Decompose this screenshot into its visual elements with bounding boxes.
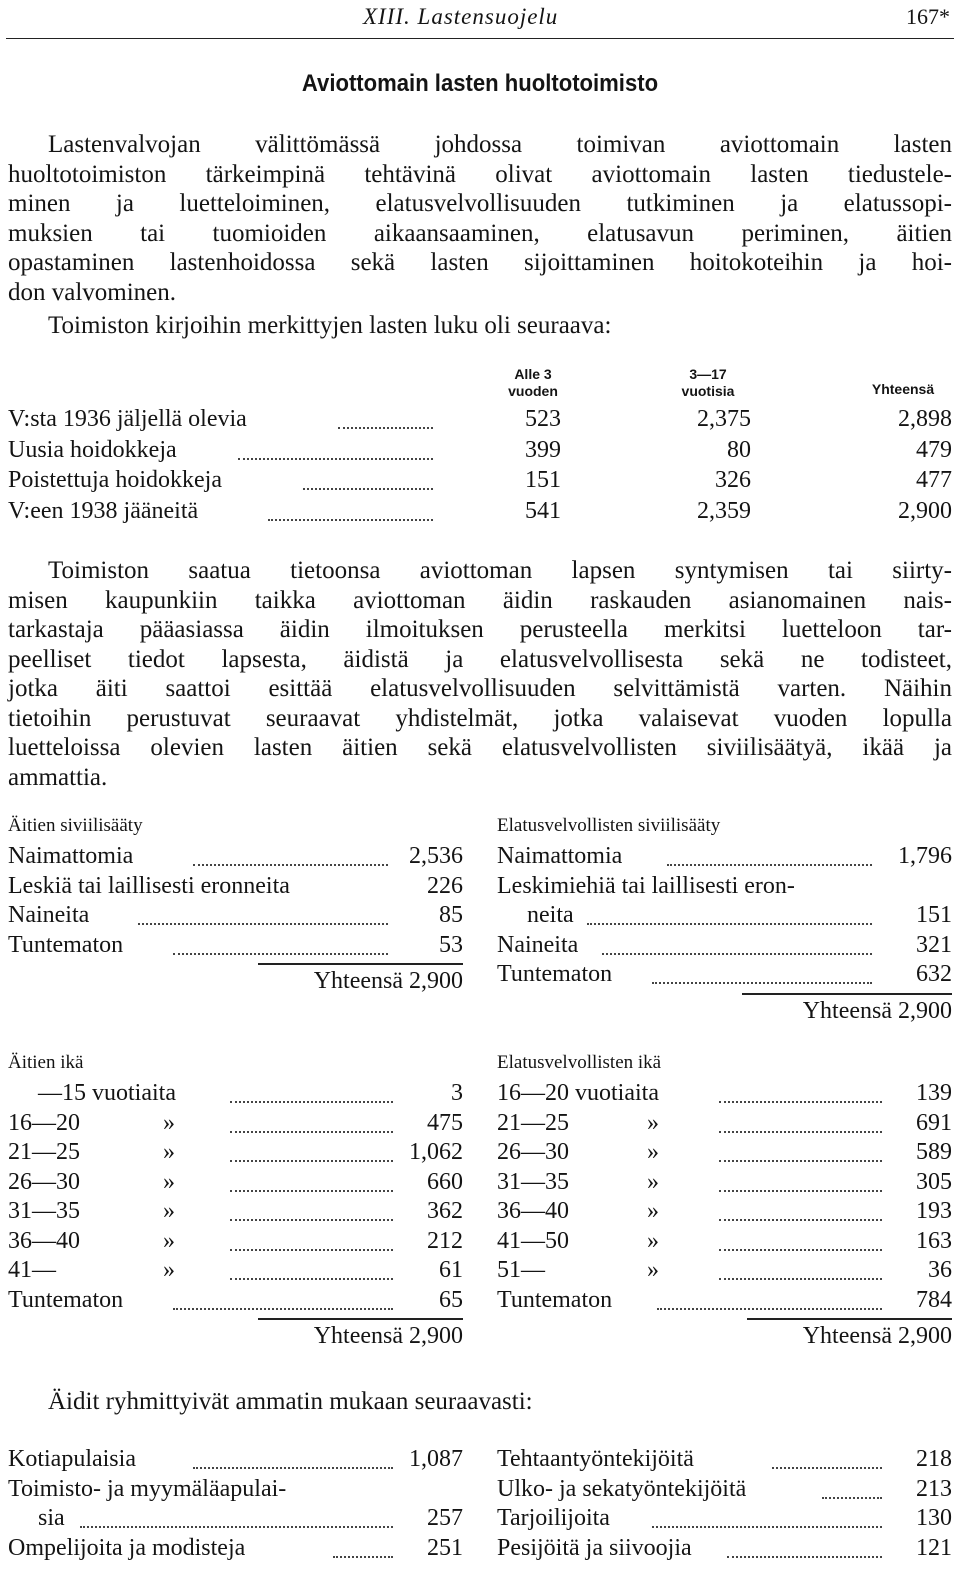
list-row	[497, 873, 952, 903]
cell-under-3: 151	[525, 467, 561, 493]
leader-dots	[303, 488, 433, 490]
row-value: 305	[916, 1168, 952, 1195]
cell-under-3: 523	[525, 406, 561, 432]
column-header-total	[848, 381, 958, 398]
text-line: minen ja luetteloiminen, elatusvelvollisuuden tutkiminen ja elatussopi-	[8, 190, 952, 217]
row-value: 65	[439, 1286, 463, 1313]
row-value: 660	[427, 1168, 463, 1195]
text-line: tarkastaja pääasiassa äidin ilmoituksen perusteella merkitsi luetteloon tar-	[8, 616, 952, 643]
leader-dots	[652, 982, 872, 984]
ditto-mark: »	[647, 1168, 659, 1195]
list-row	[497, 843, 952, 873]
table-row	[8, 498, 952, 528]
row-label: 51—	[497, 1257, 545, 1283]
table-row	[8, 406, 952, 436]
cell-total: 2,898	[898, 406, 952, 432]
list-row	[497, 1169, 952, 1199]
text-line: jotka äiti saattoi esittää elatusvelvollisuuden selvittämistä varten. Näihin	[8, 675, 952, 702]
ditto-mark: »	[163, 1227, 175, 1254]
cell-total: 477	[916, 467, 952, 493]
row-label: 21—25	[497, 1109, 569, 1136]
mothers-age	[8, 1052, 463, 1362]
row-label: 26—30	[8, 1168, 80, 1195]
sum-rule	[742, 993, 952, 995]
row-label: 31—35	[497, 1168, 569, 1195]
sum-rule	[747, 1318, 952, 1320]
list-row	[497, 1139, 952, 1169]
row-label: 21—25	[8, 1139, 80, 1165]
cell-3-17: 2,375	[697, 406, 751, 432]
list-row	[8, 843, 463, 873]
block-total: Yhteensä 2,900	[313, 968, 463, 994]
paragraph-main	[8, 556, 952, 792]
row-label: Tarjoilijoita	[497, 1505, 610, 1531]
ditto-mark: »	[163, 1257, 175, 1283]
list-row	[8, 1257, 463, 1287]
row-label: Naineita	[8, 902, 90, 928]
row-value: 251	[427, 1534, 463, 1561]
paragraph-intro	[8, 130, 952, 307]
cell-3-17: 326	[715, 467, 751, 493]
row-label: Naineita	[497, 931, 579, 958]
row-value: 362	[427, 1198, 463, 1224]
block-heading: Elatusvelvollisten ikä	[497, 1052, 662, 1073]
row-label: 36—40	[8, 1227, 80, 1254]
list-row	[8, 1228, 463, 1258]
cell-total: 2,900	[898, 497, 952, 524]
leader-dots	[338, 427, 433, 429]
row-value: 139	[916, 1080, 952, 1106]
row-value: 691	[916, 1109, 952, 1136]
column-header-text: Alle 3 vuoden	[508, 366, 558, 399]
block-heading: Äitien ikä	[8, 1052, 84, 1073]
list-row	[8, 1169, 463, 1199]
row-value: 151	[916, 902, 952, 928]
list-row	[497, 1228, 952, 1258]
row-value: 36	[928, 1257, 952, 1283]
text-line: peelliset tiedot lapsesta, äidistä ja elatusvelvollisesta sekä ne todisteet,	[8, 645, 952, 673]
row-label: Kotiapulaisia	[8, 1446, 136, 1472]
ditto-mark: »	[647, 1257, 659, 1283]
cell-under-3: 541	[525, 497, 561, 524]
table-intro-line: Toimiston kirjoihin merkittyjen lasten luku oli seuraava:	[48, 312, 612, 339]
row-label: 41—	[8, 1257, 56, 1283]
row-label: V:sta 1936 jäljellä olevia	[8, 406, 247, 432]
row-value: 218	[916, 1446, 952, 1472]
row-label: Tuntematon	[497, 961, 613, 987]
mothers-occupations-left	[8, 1446, 463, 1576]
row-label: Pesijöitä ja siivoojia	[497, 1534, 692, 1561]
row-value: 589	[916, 1139, 952, 1165]
text-line: opastaminen lastenhoidossa sekä lasten sijoittaminen hoitokoteihin ja hoi-	[8, 249, 952, 276]
text-line: Toimiston saatua tietoonsa aviottoman lapsen syntymisen tai siirty-	[48, 557, 952, 584]
list-row	[8, 932, 463, 962]
list-row	[497, 1110, 952, 1140]
leader-dots	[268, 519, 433, 521]
row-value: 784	[916, 1286, 952, 1313]
leader-dots	[238, 458, 433, 460]
cell-total: 479	[916, 436, 952, 463]
ditto-mark: »	[163, 1168, 175, 1195]
text-line: Lastenvalvojan välittömässä johdossa toimivan aviottomain lasten	[48, 131, 952, 158]
row-label: 41—50	[497, 1227, 569, 1254]
leader-dots	[602, 953, 872, 955]
row-value: 257	[427, 1505, 463, 1531]
ditto-mark: »	[647, 1109, 659, 1136]
block-heading: Äitien siviilisääty	[8, 815, 143, 836]
leader-dots	[80, 1526, 393, 1528]
fathers-marital-status	[497, 815, 952, 1035]
row-value: 632	[916, 961, 952, 987]
ditto-mark: »	[163, 1139, 175, 1165]
list-row	[497, 961, 952, 991]
row-value: 53	[439, 931, 463, 958]
row-label: neita	[527, 902, 574, 928]
list-row	[497, 1535, 952, 1565]
list-row	[8, 1287, 463, 1317]
column-header-under-3	[478, 366, 588, 400]
list-row	[497, 1257, 952, 1287]
cell-3-17: 80	[727, 436, 751, 463]
row-label: Uusia hoidokkeja	[8, 436, 177, 463]
text-line: huoltotoimiston tärkeimpinä tehtävinä olivat aviottomain lasten tiedustele-	[8, 160, 952, 188]
ditto-mark: »	[647, 1139, 659, 1165]
row-label: Poistettuja hoidokkeja	[8, 467, 222, 493]
row-value: 321	[916, 931, 952, 958]
row-label: Ulko- ja sekatyöntekijöitä	[497, 1475, 747, 1502]
list-row	[497, 1287, 952, 1317]
row-label: Naimattomia	[8, 843, 134, 869]
row-value: 130	[916, 1505, 952, 1531]
header-rule	[6, 38, 954, 39]
list-row	[497, 1080, 952, 1110]
list-row	[8, 1139, 463, 1169]
row-value: 226	[427, 872, 463, 899]
row-label: 16—20 vuotiaita	[497, 1080, 659, 1106]
row-value: 193	[916, 1198, 952, 1224]
list-row	[497, 1505, 952, 1535]
row-label: Tehtaantyöntekijöitä	[497, 1446, 694, 1472]
block-total: Yhteensä 2,900	[802, 997, 952, 1024]
block-total: Yhteensä 2,900	[313, 1323, 463, 1349]
cell-3-17: 2,359	[697, 497, 751, 524]
list-row	[497, 1446, 952, 1476]
table-row	[8, 467, 952, 497]
row-value: 212	[427, 1227, 463, 1254]
text-line: luetteloissa olevien lasten äitien sekä elatusvelvollisten siviilisäätyä, ikää ja	[8, 734, 952, 761]
row-value: 2,536	[409, 843, 463, 869]
block-heading: Elatusvelvollisten siviilisääty	[497, 815, 721, 836]
column-header-3-17	[648, 366, 768, 400]
row-label: —15 vuotiaita	[38, 1080, 176, 1106]
ditto-mark: »	[647, 1227, 659, 1254]
row-label: 31—35	[8, 1198, 80, 1224]
row-value: 85	[439, 902, 463, 928]
row-value: 1,796	[898, 843, 952, 869]
table-row	[8, 437, 952, 467]
row-label: 16—20	[8, 1109, 80, 1136]
list-row	[8, 1535, 463, 1565]
list-row	[8, 873, 463, 903]
text-line: ammattia.	[8, 763, 108, 791]
text-line: misen kaupunkiin taikka aviottoman äidin raskauden asianomainen nais-	[8, 586, 952, 614]
sum-rule	[258, 1318, 463, 1320]
list-row	[8, 1446, 463, 1476]
row-label: V:een 1938 jääneitä	[8, 497, 199, 524]
text-line: muksien tai tuomioiden aikaansaaminen, elatusavun periminen, äitien	[8, 219, 952, 247]
list-row	[8, 1198, 463, 1228]
ditto-mark: »	[647, 1198, 659, 1224]
ditto-mark: »	[163, 1109, 175, 1136]
row-value: 163	[916, 1227, 952, 1254]
list-row	[497, 932, 952, 962]
row-value: 1,087	[409, 1446, 463, 1472]
row-label: Tuntematon	[8, 931, 124, 958]
text-line: tietoihin perustuvat seuraavat yhdistelmät, jotka valaisevat vuoden lopulla	[8, 704, 952, 732]
chapter-title: XIII. Lastensuojelu	[363, 4, 559, 29]
cell-under-3: 399	[525, 436, 561, 463]
column-header-text: 3—17 vuotisia	[681, 366, 735, 399]
row-label: Leskimiehiä tai laillisesti eron-	[497, 872, 795, 899]
row-label: sia	[38, 1505, 65, 1531]
list-row	[497, 1198, 952, 1228]
row-value: 475	[427, 1109, 463, 1136]
sum-rule	[258, 963, 463, 965]
row-label: 36—40	[497, 1198, 569, 1224]
list-row	[8, 1080, 463, 1110]
mothers-marital-status	[8, 815, 463, 1005]
section-title: Aviottomain lasten huoltotoimisto	[301, 70, 659, 97]
list-row	[8, 1476, 463, 1506]
row-label: Naimattomia	[497, 843, 623, 869]
mothers-occupations-right	[497, 1446, 952, 1576]
list-row	[8, 1110, 463, 1140]
row-value: 213	[916, 1475, 952, 1502]
row-value: 3	[451, 1080, 463, 1106]
row-label: Tuntematon	[8, 1286, 124, 1313]
fathers-age	[497, 1052, 952, 1362]
block-total: Yhteensä 2,900	[802, 1323, 952, 1349]
row-value: 61	[439, 1257, 463, 1283]
leader-dots	[138, 923, 388, 925]
running-header	[0, 2, 960, 32]
list-row	[8, 902, 463, 932]
list-row	[8, 1505, 463, 1535]
page-number: 167*	[906, 4, 950, 29]
ditto-mark: »	[163, 1198, 175, 1224]
row-label: 26—30	[497, 1139, 569, 1165]
row-label: Ompelijoita ja modisteja	[8, 1534, 246, 1561]
row-label: Toimisto- ja myymäläapulai-	[8, 1475, 287, 1502]
row-label: Leskiä tai laillisesti eronneita	[8, 872, 290, 899]
column-header-text: Yhteensä	[871, 381, 935, 397]
row-label: Tuntematon	[497, 1286, 613, 1313]
row-value: 121	[916, 1534, 952, 1561]
text-line: don valvominen.	[8, 278, 177, 306]
leader-dots	[587, 923, 872, 925]
occupation-intro: Äidit ryhmittyivät ammatin mukaan seuraavasti:	[48, 1388, 533, 1415]
row-value: 1,062	[409, 1139, 463, 1165]
list-row	[497, 902, 952, 932]
list-row	[497, 1476, 952, 1506]
